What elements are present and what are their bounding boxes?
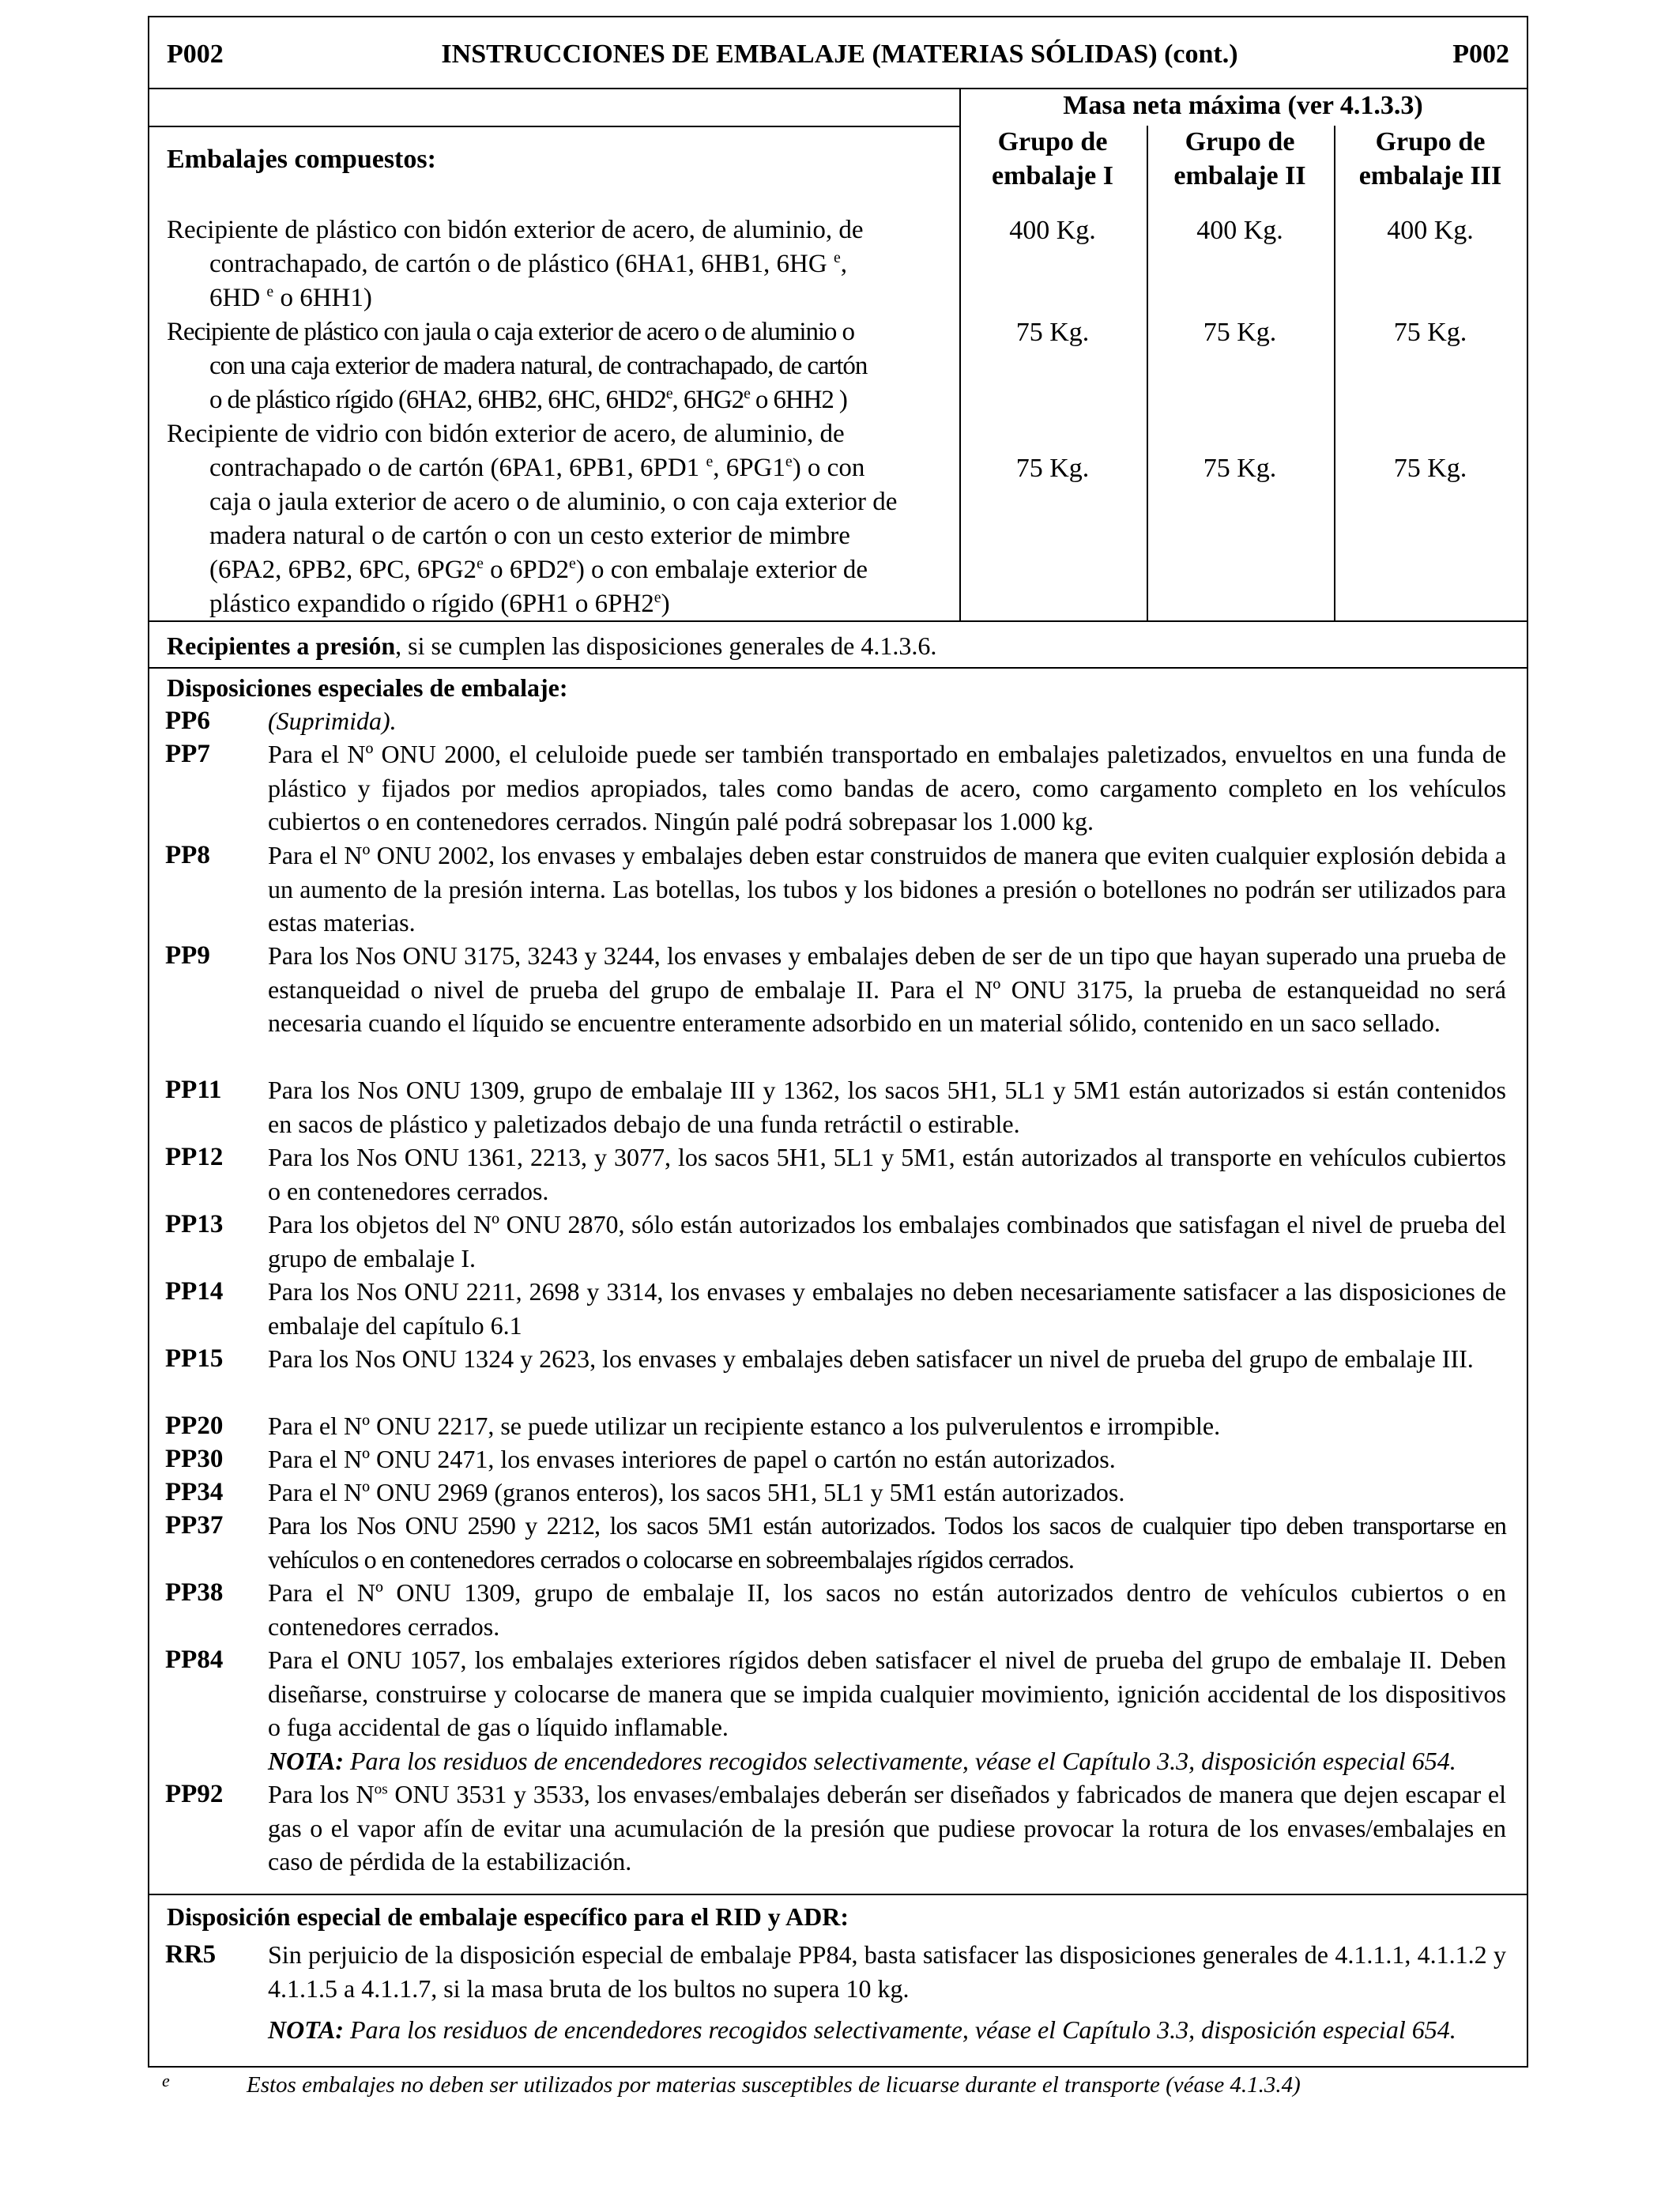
pp-text: Para los Nos ONU 2590 y 2212, los sacos 5M1 están autorizados. Todos los sacos de cualquier tipo deben transportarse en vehículos o en contenedores cerrados o colocarse en sobreembalajes rígidos cerrados. bbox=[268, 1511, 1506, 1574]
composite-entry-plastic-drum: Recipiente de plástico con bidón exterior de acero, de aluminio, de contrachapado, de cartón o de plástico (6HA1, 6HB1, 6HG $^e$, 6HD $^e$ o 6HH1) bbox=[167, 213, 1091, 315]
mass-value: 75 Kg. bbox=[1393, 318, 1467, 347]
pp-text: Para los Nos ONU 3175, 3243 y 3244, los envases y embalajes deben de ser de un tipo que hayan superado una prueba de estanqueidad o nivel de prueba del grupo de embalaje II. Para el Nº ONU 3175, la prueba de estanqueidad no será necesaria cuando el líquido se encuentre enteramente adsorbido en un material sólido, contenido en un saco sellado. bbox=[268, 941, 1506, 1037]
pressure-row bbox=[167, 629, 936, 663]
pp-text: (Suprimida). bbox=[268, 707, 397, 735]
label-divider bbox=[149, 126, 959, 127]
pp-code: PP38 bbox=[165, 1578, 224, 1607]
footnote-text: Estos embalajes no deben ser utilizados por materias susceptibles de licuarse durante el transporte (véase 4.1.3.4) bbox=[247, 2072, 1301, 2098]
mass-value: 75 Kg. bbox=[1393, 454, 1467, 483]
mass-value: 75 Kg. bbox=[1203, 454, 1277, 483]
note-label: NOTA: bbox=[268, 1746, 344, 1775]
special-provisions-heading: Disposiciones especiales de embalaje: bbox=[167, 673, 568, 702]
rid-adr-heading: Disposición especial de embalaje específico para el RID y ADR: bbox=[167, 1902, 849, 1931]
pp-text: Para los Nos ONU 1309, grupo de embalaje III y 1362, los sacos 5H1, 5L1 y 5M1 están autorizados si están contenidos en sacos de plástico y paletizados debajo de una funda retráctil o estirable. bbox=[268, 1076, 1506, 1138]
entry-line: Recipiente de vidrio con bidón exterior de acero, de aluminio, de bbox=[167, 420, 845, 448]
pp-text: Para los objetos del Nº ONU 2870, sólo están autorizados los embalajes combinados que satisfagan el nivel de prueba del grupo de embalaje I. bbox=[268, 1210, 1506, 1272]
pp-code: PP37 bbox=[165, 1511, 224, 1540]
column-divider-2 bbox=[1147, 126, 1148, 620]
group-header-2: Grupo de embalaje II bbox=[1173, 127, 1306, 190]
pp-text-with-note bbox=[268, 1643, 1506, 1777]
mass-value: 400 Kg. bbox=[1009, 216, 1096, 245]
footnote-mark: e bbox=[162, 2071, 170, 2090]
rr-code: RR5 bbox=[165, 1940, 217, 1969]
group-header-1: Grupo de embalaje I bbox=[992, 127, 1113, 190]
column-divider-3 bbox=[1334, 126, 1335, 620]
mass-value: 75 Kg. bbox=[1015, 454, 1090, 483]
pp-code: PP7 bbox=[165, 740, 210, 768]
instruction-frame bbox=[148, 16, 1528, 2068]
note-text: Para los residuos de encendedores recogidos selectivamente, véase el Capítulo 3.3, disposición especial 654. bbox=[344, 2015, 1456, 2044]
pp-code: PP15 bbox=[165, 1344, 224, 1373]
pp-text: Para los Nos ONU 1361, 2213, y 3077, los sacos 5H1, 5L1 y 5M1, están autorizados al transporte en vehículos cubiertos o en contenedores cerrados. bbox=[268, 1143, 1506, 1205]
rid-adr-divider bbox=[149, 1894, 1527, 1895]
pressure-divider bbox=[149, 667, 1527, 669]
pp-text: Para el Nº ONU 2471, los envases interiores de papel o cartón no están autorizados. bbox=[268, 1445, 1116, 1473]
pp-text: Para el Nº ONU 2969 (granos enteros), los sacos 5H1, 5L1 y 5M1 están autorizados. bbox=[268, 1478, 1125, 1506]
pp-text: Para el ONU 1057, los embalajes exteriores rígidos deben satisfacer el nivel de prueba del grupo de embalaje II. Deben diseñarse, construirse y colocarse de manera que se impida cualquier movimiento, ignición accidental de los dispositivos o fuga accidental de gas o líquido inflamable. bbox=[268, 1646, 1506, 1741]
pp-code: PP13 bbox=[165, 1210, 224, 1238]
note-text: Para los residuos de encendedores recogidos selectivamente, véase el Capítulo 3.3, disposición especial 654. bbox=[344, 1746, 1456, 1775]
mass-value: 75 Kg. bbox=[1015, 318, 1090, 347]
pp-code: PP11 bbox=[165, 1076, 222, 1104]
pp-code: PP9 bbox=[165, 941, 210, 970]
pp-code: PP34 bbox=[165, 1478, 224, 1506]
rr-body: Sin perjuicio de la disposición especial de embalaje PP84, basta satisfacer las disposiciones generales de 4.1.1.1, 4.1.1.2 y 4.1.1.5 a 4.1.1.7, si la masa bruta de los bultos no supera 10 kg. bbox=[268, 1940, 1506, 2003]
mass-value: 400 Kg. bbox=[1196, 216, 1283, 245]
pp-code: PP12 bbox=[165, 1143, 224, 1171]
note-label: NOTA: bbox=[268, 2015, 344, 2044]
composite-entry-glass: Recipiente de vidrio con bidón exterior de acero, de aluminio, de contrachapado o de cartón (6PA1, 6PB1, 6PD1 $^e$, 6PG1e) o con caja o jaula exterior de acero o de aluminio, o con caja exterior de madera natural o de cartón o con un cesto exterior de mimbre (6PA2, 6PB2, 6PC, 6PG2e o 6PD2e) o con embalaje exterior de plástico expandido o rígido (6PH1 o 6PH2e) bbox=[167, 417, 1091, 621]
pp-text: Para el Nº ONU 2217, se puede utilizar un recipiente estanco a los pulverulentos e irrompible. bbox=[268, 1412, 1221, 1440]
pressure-label: Recipientes a presión bbox=[167, 631, 396, 660]
header-code-left: P002 bbox=[167, 40, 224, 69]
pp-text: Para el Nº ONU 1309, grupo de embalaje II, los sacos no están autorizados dentro de vehículos cubiertos o en contenedores cerrados. bbox=[268, 1578, 1506, 1641]
group-header-3: Grupo de embalaje III bbox=[1358, 127, 1502, 190]
pp-text: Para el Nº ONU 2002, los envases y embalajes deben estar construidos de manera que eviten cualquier explosión debida a un aumento de la presión interna. Las botellas, los tubos y los bidones a presión o botellones no podrán ser utilizados para estas materias. bbox=[268, 841, 1506, 937]
header-code-right: P002 bbox=[1452, 40, 1509, 69]
pp-code: PP8 bbox=[165, 841, 210, 869]
pp-code: PP92 bbox=[165, 1780, 224, 1808]
pp-text: Para los Nos ONU 2211, 2698 y 3314, los envases y embalajes no deben necesariamente satisfacer a las disposiciones de embalaje del capítulo 6.1 bbox=[268, 1277, 1506, 1340]
pp-code: PP20 bbox=[165, 1412, 224, 1440]
table-bottom-divider bbox=[149, 620, 1527, 622]
composite-entry-plastic-crate: Recipiente de plástico con jaula o caja exterior de acero o de aluminio o con una caja exterior de madera natural, de contrachapado, de cartón o de plástico rígido (6HA2, 6HB2, 6HC, 6HD2e, 6HG2e o 6HH2 ) bbox=[167, 315, 1091, 417]
pp-code: PP84 bbox=[165, 1646, 224, 1674]
mass-value: 400 Kg. bbox=[1387, 216, 1474, 245]
mass-value: 75 Kg. bbox=[1203, 318, 1277, 347]
pp-code: PP30 bbox=[165, 1445, 224, 1473]
section-label-composite: Embalajes compuestos: bbox=[167, 145, 436, 174]
pp-text: Para los Nos ONU 1324 y 2623, los envases y embalajes deben satisfacer un nivel de prueba del grupo de embalaje III. bbox=[268, 1344, 1474, 1373]
mass-header: Masa neta máxima (ver 4.1.3.3) bbox=[1063, 91, 1423, 120]
entry-line: Recipiente de plástico con bidón exterior de acero, de aluminio, de bbox=[167, 216, 864, 244]
pp-text-pp92: Para los $N^{os}$ ONU 3531 y 3533, los envases/embalajes deberán ser diseñados y fabricados de manera que dejen escapar el gas o el vapor afín de evitar una acumulación de la presión que pudiese provocar la rotura de los envases/embalajes en caso de pérdida de la estabilización. bbox=[268, 1780, 1507, 1875]
pressure-text: , si se cumplen las disposiciones generales de 4.1.3.6. bbox=[395, 631, 937, 660]
page-title: INSTRUCCIONES DE EMBALAJE (MATERIAS SÓLIDAS) (cont.) bbox=[441, 40, 1238, 69]
pp-code: PP14 bbox=[165, 1277, 224, 1306]
pp-text: Para el Nº ONU 2000, el celuloide puede ser también transportado en embalajes paletizados, envueltos en una funda de plástico y fijados por medios apropiados, tales como bandas de acero, como cargamento completo en los vehículos cubiertos o en contenedores cerrados. Ningún palé podrá sobrepasar los 1.000 kg. bbox=[268, 740, 1506, 835]
rr-text bbox=[268, 1938, 1506, 2047]
pp-code: PP6 bbox=[165, 707, 210, 735]
entry-line: Recipiente de plástico con jaula o caja exterior de acero o de aluminio o bbox=[167, 318, 854, 346]
